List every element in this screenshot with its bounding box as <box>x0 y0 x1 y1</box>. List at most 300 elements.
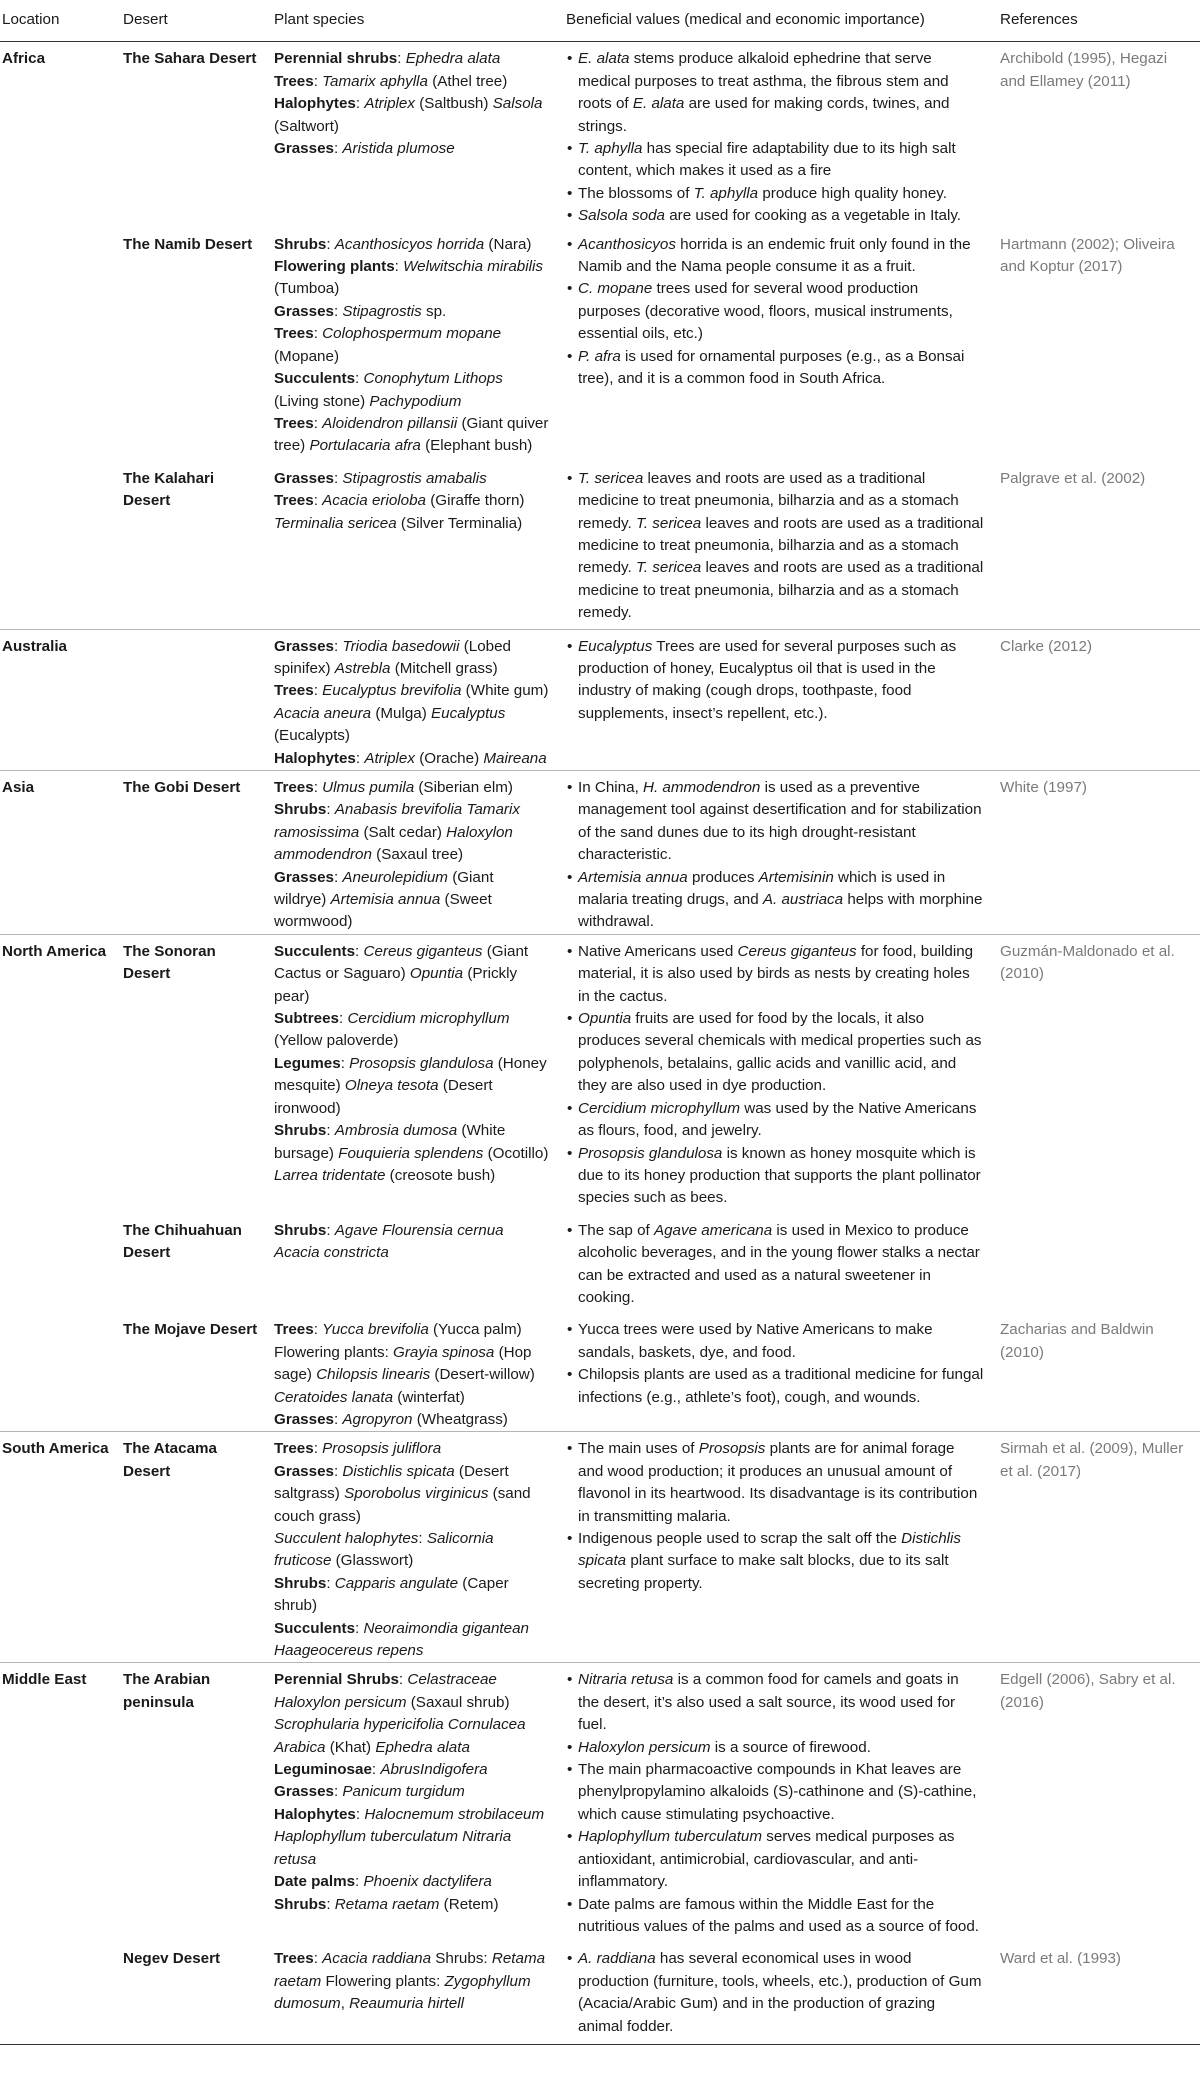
plant-text: Shrubs: <box>431 1950 492 1968</box>
plant-text: (White gum) <box>461 682 549 700</box>
benefit-text: is a common food for camels and goats in the desert, it’s also used a salt source, its wood used for fuel. <box>578 1671 959 1734</box>
references-cell: Hartmann (2002); Oliveira and Koptur (2017) <box>1000 235 1175 276</box>
plant-line <box>274 1573 550 1618</box>
benefit-list <box>566 1948 984 2038</box>
plant-text: Astrebla <box>334 659 391 677</box>
beneficial-values-cell <box>566 228 1000 462</box>
plant-text: Tamarix aphylla <box>322 72 428 90</box>
plant-text: Reaumuria hirtell <box>349 1995 464 2013</box>
benefit-list <box>566 1669 984 1938</box>
beneficial-values-cell <box>566 1663 1000 1942</box>
benefit-item <box>566 1438 984 1528</box>
plant-text: Ulmus pumila <box>322 779 415 796</box>
benefit-text: The main uses of <box>578 1440 699 1458</box>
header-plant-species: Plant species <box>274 0 566 42</box>
plant-text: Trees <box>274 1950 314 1968</box>
plant-text: : <box>313 779 323 796</box>
benefit-item <box>566 1948 984 2038</box>
plant-text: Legumes <box>274 1054 341 1072</box>
benefit-text: leaves and roots are used as a traditional medicine to treat pneumonia, bilharzia and as a stomach remedy. <box>578 469 959 532</box>
plant-text: (Living stone) <box>274 392 370 410</box>
plant-text: Grasses <box>274 868 334 886</box>
location-cell <box>0 462 123 629</box>
plant-text: : <box>394 258 404 276</box>
plant-text: Grasses <box>274 637 334 655</box>
plant-text: Scrophularia hypericifolia Cornulacea Arabica <box>274 1716 526 1756</box>
plant-text: Stipagrostis amabalis <box>342 469 487 487</box>
plant-text: (Giraffe thorn) <box>426 492 525 510</box>
desert-cell: The Gobi Desert <box>123 771 274 935</box>
table-row <box>0 1942 1200 2044</box>
plant-text: (Glasswort) <box>331 1552 414 1570</box>
plant-text: Zygophyllum dumosum <box>274 1972 531 2013</box>
plant-line <box>274 1781 550 1803</box>
plant-text: (Yucca palm) Flowering plants: <box>274 1321 522 1361</box>
benefit-text: helps with morphine withdrawal. <box>578 891 983 931</box>
plant-text: Trees <box>274 414 314 432</box>
header-beneficial-values: Beneficial values (medical and economic importance) <box>566 0 1000 42</box>
plant-line <box>274 93 550 138</box>
benefit-list <box>566 1220 984 1310</box>
benefit-item <box>566 346 984 391</box>
plant-text: Cereus giganteus <box>363 942 483 960</box>
plant-text: Atriplex <box>364 95 415 113</box>
benefit-list <box>566 48 984 227</box>
plant-text: : <box>313 414 323 432</box>
plant-text: : <box>333 1410 343 1428</box>
plant-text: Fouquieria splendens <box>338 1144 484 1162</box>
benefit-text: Haplophyllum tuberculatum <box>578 1828 763 1846</box>
benefit-text: E. alata <box>578 50 630 68</box>
plant-text: Stipagrostis <box>342 302 422 320</box>
benefit-text: Artemisinin <box>758 868 834 886</box>
plant-text: Yucca brevifolia <box>322 1321 429 1339</box>
plant-text: Haloxylon ammodendron <box>274 823 513 864</box>
plant-text: (Prickly pear) <box>274 965 518 1005</box>
plant-text: (Lobed spinifex) <box>274 637 511 677</box>
plant-line <box>274 1220 550 1265</box>
plant-text: (Saltbush) <box>414 95 493 113</box>
references-cell: Ward et al. (1993) <box>1000 1942 1200 2044</box>
references-cell: Edgell (2006), Sabry et al. (2016) <box>1000 1663 1200 1942</box>
benefit-text: has several economical uses in wood production (furniture, tools, wheels, etc.), production of Gum (Acacia/Arabic Gum) and in the production of grazing animal fodder. <box>578 1950 982 2035</box>
benefit-text: Date palms are famous within the Middle East for the nutritious values of the palms and used as a source of food. <box>578 1895 980 1935</box>
benefit-text: H. ammodendron <box>643 779 761 796</box>
plant-text: Shrubs <box>274 235 327 253</box>
header-desert: Desert <box>123 0 274 42</box>
plant-text: Larrea tridentate <box>274 1166 386 1184</box>
plant-line <box>274 1438 550 1460</box>
plant-text: (Honey mesquite) <box>274 1054 547 1095</box>
plant-text: (Saltwort) <box>274 117 339 135</box>
desert-cell: The Arabian peninsula <box>123 1663 274 1942</box>
beneficial-values-cell <box>566 1432 1000 1663</box>
plant-text: : <box>333 637 343 655</box>
plant-line <box>274 1319 550 1409</box>
plant-text: (Orache) <box>414 749 484 767</box>
plant-text: : <box>355 942 364 960</box>
plant-text: Artemisia annua <box>330 891 441 909</box>
beneficial-values-cell <box>566 629 1000 770</box>
table-row <box>0 1663 1200 1942</box>
benefit-item <box>566 636 984 726</box>
plant-text: Capparis angulate <box>334 1574 459 1592</box>
desert-cell: The Kalahari Desert <box>123 469 215 510</box>
plant-text: Pachypodium <box>369 392 462 410</box>
desert-cell: The Chihuahuan Desert <box>123 1221 242 1262</box>
plant-text: : <box>333 469 343 487</box>
plant-line <box>274 468 550 490</box>
plant-text: Ephedra alata <box>375 1738 470 1756</box>
plant-text: Sporobolus virginicus <box>344 1485 489 1503</box>
benefit-item <box>566 1737 984 1759</box>
table-row <box>0 1432 1200 1663</box>
benefit-item <box>566 278 984 345</box>
plant-text: (Silver Terminalia) <box>396 514 523 532</box>
benefit-item <box>566 867 984 934</box>
plant-text: Grasses <box>274 469 334 487</box>
plant-text: Prosopsis glandulosa <box>349 1054 494 1072</box>
benefit-text: Opuntia <box>578 1010 632 1028</box>
plant-text: (Retem) <box>439 1895 499 1913</box>
plant-text: (winterfat) <box>393 1388 465 1406</box>
plant-text: Perennial Shrubs <box>274 1671 399 1689</box>
plant-text: Maireana <box>483 749 547 767</box>
plant-text: Shrubs <box>274 1895 327 1913</box>
benefit-item <box>566 1364 984 1409</box>
plant-text: Panicum turgidum <box>342 1783 465 1801</box>
plant-text: (Desert-willow) <box>430 1366 535 1384</box>
plant-text: Halocnemum strobilaceum Haplophyllum tuberculatum Nitraria retusa <box>274 1805 545 1868</box>
plant-text: (Caper shrub) <box>274 1574 509 1615</box>
plant-text: Aloidendron pillansii <box>322 414 458 432</box>
plant-text: Acacia aneura <box>274 704 372 722</box>
benefit-list <box>566 777 984 934</box>
plant-text: (Eucalypts) <box>274 727 350 745</box>
plant-text: (Mulga) <box>371 704 432 722</box>
benefit-text: produce high quality honey. <box>758 184 947 202</box>
location-cell: Australia <box>0 629 123 770</box>
plant-line <box>274 138 550 160</box>
plant-line <box>274 1008 550 1053</box>
plant-line <box>274 1618 550 1663</box>
benefit-item <box>566 1826 984 1893</box>
benefit-text: leaves and roots are used as a traditional medicine to treat pneumonia, bilharzia and as a stomach remedy. <box>578 514 984 577</box>
plant-line <box>274 1948 550 2015</box>
benefit-item <box>566 941 984 1008</box>
benefit-item <box>566 1319 984 1364</box>
benefit-text: C. mopane <box>578 280 653 298</box>
plant-text: Agropyron <box>342 1410 413 1428</box>
benefit-text: Chilopsis plants are used as a traditional medicine for fungal infections (e.g., athlete’s foot), cough, and wounds. <box>578 1366 984 1406</box>
plant-text: Trees <box>274 492 314 510</box>
benefit-text: trees used for several wood production purposes (decorative wood, floors, musical instruments, essential oils, etc.) <box>578 280 953 343</box>
plant-text: : <box>398 1671 408 1689</box>
plant-text: : <box>333 140 343 158</box>
plant-text: Acacia erioloba <box>322 492 426 510</box>
plant-text: : <box>313 1440 323 1458</box>
plant-text: Succulents <box>274 1619 356 1637</box>
benefit-text: stems produce alkaloid ephedrine that serve medical purposes to treat asthma, the fibrous stem and roots of <box>578 50 949 113</box>
references-cell: Guzmán-Maldonado et al. (2010) <box>1000 934 1200 1213</box>
beneficial-values-cell <box>566 771 1000 935</box>
plant-text: : <box>371 1761 381 1779</box>
location-cell <box>0 1942 123 2044</box>
references-cell: Clarke (2012) <box>1000 629 1200 770</box>
plant-species-cell <box>274 629 566 770</box>
plant-text: : <box>326 1895 335 1913</box>
benefit-text: horrida is an endemic fruit only found in the Namib and the Nama people consume it as a fruit. <box>578 235 971 276</box>
benefit-item <box>566 183 984 205</box>
plant-text: : <box>326 1574 335 1592</box>
header-references: References <box>1000 0 1200 42</box>
desert-cell: The Mojave Desert <box>123 1321 258 1339</box>
plant-text: : <box>313 325 323 343</box>
benefit-text: is used as a preventive management tool against desertification and for stabilization of the sand dunes due to its high drought-resistant characteristic. <box>578 779 982 864</box>
plant-line <box>274 71 550 93</box>
plant-text: Shrubs <box>274 1574 327 1592</box>
benefit-text: is used in Mexico to produce alcoholic beverages, and in the young flower stalks a nectar can be extracted and used as a natural sweetener in cooking. <box>578 1221 980 1306</box>
benefit-text: T. aphylla <box>693 184 759 202</box>
header-row <box>0 0 1200 42</box>
plant-text: Grasses <box>274 1783 334 1801</box>
benefit-text: E. alata <box>632 95 685 113</box>
plant-text: Shrubs <box>274 1122 327 1140</box>
plant-text: Acacia raddiana <box>322 1950 432 1968</box>
benefit-text: Prosopsis <box>698 1440 766 1458</box>
plant-text: Halophytes <box>274 95 356 113</box>
plant-text: Welwitschia mirabilis <box>403 258 543 276</box>
references-cell: Zacharias and Baldwin (2010) <box>1000 1321 1154 1361</box>
plant-text: Cercidium microphyllum <box>347 1010 510 1028</box>
plant-line <box>274 1669 550 1759</box>
plant-text: Grasses <box>274 1410 334 1428</box>
plant-text: Aristida plumose <box>342 140 455 158</box>
plant-text: (Desert saltgrass) <box>274 1462 509 1503</box>
benefit-text: Eucalyptus <box>578 637 653 655</box>
location-cell: Africa <box>0 42 123 228</box>
plant-text: Distichlis spicata <box>342 1462 455 1480</box>
location-cell: South America <box>0 1432 123 1663</box>
plant-text: : <box>355 95 365 113</box>
plant-text: Shrubs <box>274 1221 327 1239</box>
plant-text: Prosopsis juliflora <box>322 1440 442 1458</box>
location-cell <box>0 228 123 462</box>
location-cell: North America <box>0 934 123 1213</box>
plant-text: (Khat) <box>325 1738 376 1756</box>
plant-text: Conophytum Lithops <box>363 370 503 388</box>
benefit-text: In China, <box>578 779 644 796</box>
plant-text: Trees <box>274 325 314 343</box>
plant-text: (White bursage) <box>274 1122 506 1162</box>
benefit-text: A. raddiana <box>578 1950 656 1968</box>
benefit-text: Cereus giganteus <box>737 942 857 960</box>
plant-text: (Elephant bush) <box>420 437 533 455</box>
references-cell: White (1997) <box>1000 771 1200 935</box>
benefit-item <box>566 468 984 625</box>
plant-text: Grasses <box>274 1462 334 1480</box>
beneficial-values-cell <box>566 1214 1000 1314</box>
plant-text: sp. <box>421 302 447 320</box>
plant-text: (Salt cedar) <box>359 823 447 841</box>
plant-text: : <box>355 1805 365 1823</box>
benefit-text: which is used in malaria treating drugs, and <box>578 868 946 909</box>
benefit-text: plant surface to make salt blocks, due to its salt secreting property. <box>578 1552 949 1592</box>
table-row <box>0 42 1200 228</box>
plant-text: Grayia spinosa <box>393 1343 495 1361</box>
benefit-text: Acanthosicyos <box>578 235 676 253</box>
beneficial-values-cell <box>566 934 1000 1213</box>
plant-text: (Mitchell grass) <box>390 659 498 677</box>
table-row <box>0 934 1200 1213</box>
plant-species-cell <box>274 934 566 1213</box>
plant-text: Salicornia fruticose <box>274 1530 494 1570</box>
benefit-text: fruits are used for food by the locals, it also produces several chemicals with medical properties such as polyphenols, betalains, gallic acids and vanillic acid, and they are also used in dye production. <box>578 1010 982 1095</box>
plant-text: Retama raetam <box>274 1950 546 1990</box>
table-row <box>0 1214 1200 1314</box>
plant-line <box>274 301 550 323</box>
benefit-text: T. sericea <box>578 469 644 487</box>
benefit-text: Native Americans used <box>578 942 738 960</box>
location-cell <box>0 1214 123 1314</box>
plant-species-cell <box>274 42 566 228</box>
plant-text: Anabasis brevifolia Tamarix ramosissima <box>274 801 520 841</box>
references-cell <box>1000 1214 1200 1314</box>
plant-line <box>274 1120 550 1187</box>
plant-text: Flowering plants: <box>321 1972 445 1990</box>
plant-text: (Tumboa) <box>274 280 340 298</box>
plant-text: : <box>355 370 364 388</box>
benefit-item <box>566 1894 984 1939</box>
benefit-text: for food, building material, it is also used by birds as nests by creating holes in the cactus. <box>578 942 974 1005</box>
plant-text: Atriplex <box>364 749 415 767</box>
plant-text: Flowering plants <box>274 258 395 276</box>
plant-text: Eucalyptus brevifolia <box>322 682 462 700</box>
header-location: Location <box>0 0 123 42</box>
benefit-list <box>566 1319 984 1409</box>
plant-text: : <box>313 72 323 90</box>
plant-text: Shrubs <box>274 801 327 819</box>
benefit-item <box>566 777 984 867</box>
plant-text: Celastraceae Haloxylon persicum <box>274 1671 497 1711</box>
benefit-text: plants are for animal forage and wood production; it produces an unusual amount of flavonol in its heartwood. Its disadvantage is its contribution in transmitting malaria. <box>578 1440 978 1525</box>
plant-text: (Yellow paloverde) <box>274 1032 399 1050</box>
benefit-list <box>566 234 984 391</box>
plant-text: Halophytes <box>274 1805 356 1823</box>
plant-species-cell <box>274 1663 566 1942</box>
benefit-text: Trees are used for several purposes such as production of honey, Eucalyptus oil that is used in the industry of making (cough drops, toothpaste, food supplements, insect’s repellent, etc.). <box>578 637 957 722</box>
plant-text: : <box>326 801 335 819</box>
benefit-text: The main pharmacoactive compounds in Khat leaves are phenylpropylamino alkaloids (S)-cathinone and (S)-cathine, which cause stimulating psychoactive. <box>578 1761 977 1823</box>
plant-text: (Saxaul tree) <box>371 846 464 864</box>
table-header <box>0 0 1200 42</box>
plant-text: : <box>313 1950 323 1968</box>
plant-text: Aneurolepidium <box>342 868 448 886</box>
plant-text: : <box>340 1054 350 1072</box>
plant-line <box>274 1528 550 1573</box>
plant-line <box>274 1871 550 1893</box>
plant-line <box>274 941 550 1008</box>
table-row <box>0 1313 1200 1432</box>
plant-text: Chilopsis linearis <box>316 1366 431 1384</box>
benefit-text: Salsola soda <box>578 207 665 225</box>
plant-text: Eucalyptus <box>431 704 506 722</box>
plant-text: : <box>355 1619 364 1637</box>
benefit-text: T. sericea <box>635 559 702 577</box>
plant-text: : <box>313 1321 323 1339</box>
benefit-item <box>566 205 984 227</box>
desert-cell <box>123 629 274 770</box>
benefit-text: produces <box>687 868 759 886</box>
plant-text: : <box>333 1783 343 1801</box>
plant-species-cell <box>274 228 566 462</box>
benefit-text: serves medical purposes as antioxidant, antimicrobial, cardiovascular, and anti-inflammatory. <box>578 1828 955 1891</box>
references-cell: Sirmah et al. (2009), Muller et al. (2017) <box>1000 1432 1200 1663</box>
references-cell: Palgrave et al. (2002) <box>1000 469 1146 487</box>
desert-cell: The Namib Desert <box>123 235 253 253</box>
plant-text: : <box>333 868 343 886</box>
plant-text: Salsola <box>492 95 543 113</box>
plant-line <box>274 636 550 681</box>
plant-line <box>274 1759 550 1781</box>
benefit-text: was used by the Native Americans as flours, food, and jewelry. <box>578 1099 977 1140</box>
benefit-text: Cercidium microphyllum <box>578 1099 741 1117</box>
plant-text: : <box>326 235 335 253</box>
benefit-text: Distichlis spicata <box>578 1530 962 1570</box>
plant-text: (Siberian elm) <box>414 779 513 796</box>
plant-text: Grasses <box>274 302 334 320</box>
plant-text: Subtrees <box>274 1010 339 1028</box>
plant-text: Colophospermum mopane <box>322 325 502 343</box>
location-cell: Middle East <box>0 1663 123 1942</box>
benefit-item <box>566 1143 984 1210</box>
benefit-item <box>566 1220 984 1310</box>
plant-text: Portulacaria afra <box>309 437 421 455</box>
benefit-item <box>566 1528 984 1595</box>
benefit-text: Prosopsis glandulosa <box>578 1144 723 1162</box>
plant-text: Ephedra alata <box>405 50 501 68</box>
plant-text: (Desert ironwood) <box>274 1077 493 1117</box>
benefit-item <box>566 1669 984 1736</box>
plant-species-cell <box>274 1432 566 1663</box>
plant-text: Leguminosae <box>274 1761 372 1779</box>
plant-text: Agave Flourensia cernua Acacia constricta <box>274 1221 504 1262</box>
plant-text: (Nara) <box>484 235 532 253</box>
plant-text: Perennial shrubs <box>274 50 398 68</box>
plant-text: Succulent halophytes <box>274 1530 419 1547</box>
plant-line <box>274 48 550 70</box>
plant-text: : <box>333 1462 343 1480</box>
plant-text: Succulents <box>274 942 356 960</box>
plant-text: : <box>333 302 343 320</box>
benefit-list <box>566 636 984 726</box>
plant-text: Succulents <box>274 370 356 388</box>
location-cell: Asia <box>0 771 123 935</box>
benefit-text: are used for cooking as a vegetable in Italy. <box>664 207 962 225</box>
table-row <box>0 228 1200 462</box>
benefit-text: Agave americana <box>653 1221 773 1239</box>
plant-line <box>274 1409 550 1431</box>
plant-line <box>274 1804 550 1871</box>
benefit-text: Haloxylon persicum <box>578 1738 711 1756</box>
plant-species-cell <box>274 1313 566 1432</box>
benefit-text: P. afra <box>578 347 621 365</box>
benefit-list <box>566 468 984 625</box>
plant-text: Acanthosicyos horrida <box>334 235 485 253</box>
plant-line <box>274 1053 550 1120</box>
beneficial-values-cell <box>566 462 1000 629</box>
benefit-text: leaves and roots are used as a traditional medicine to treat pneumonia, bilharzia and as a stomach remedy. <box>578 559 984 622</box>
